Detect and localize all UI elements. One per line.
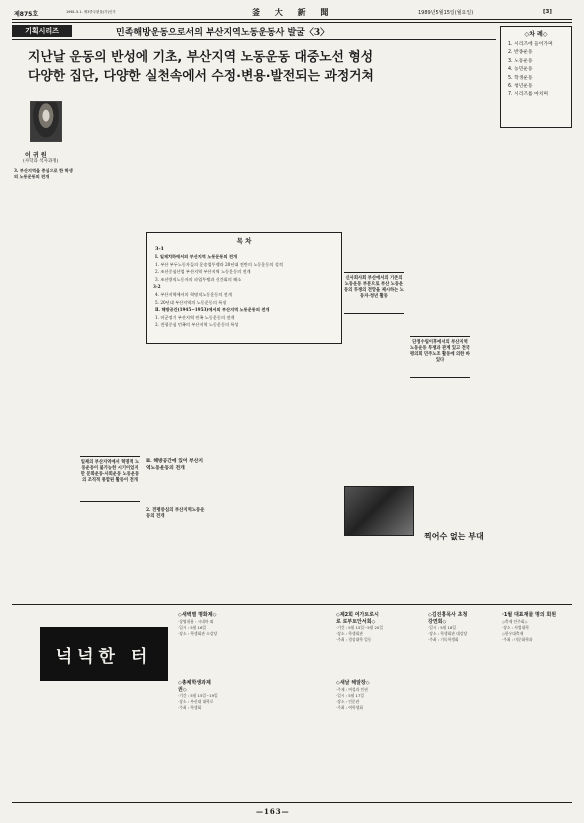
notice-line: ·주최 : 기독학생회: [428, 637, 459, 642]
body-col-12b: [344, 316, 404, 481]
section-subhead: [146, 458, 206, 471]
notice-line: ·일시 : 5월 16일: [178, 624, 207, 630]
masthead-rule: [12, 19, 572, 20]
notice-title: ◇새날 해알장◇: [336, 680, 370, 686]
body-col-9b: [146, 478, 206, 506]
toc-item: 5. 20년대 부산지역의 노동운동의 특징: [155, 299, 227, 305]
body-col-13b: [410, 380, 470, 482]
body-col-11: [278, 348, 338, 598]
contents-list: [508, 41, 571, 100]
pull-quote-left-text: 일제의 부산지역에서 혁명적 노동운동이 불가능한 시기이었지만 문화운동·사회운동 노동운동의 조직적 통합된 활동이 전개: [80, 460, 140, 483]
bottom-rule: [12, 802, 572, 803]
notice-line: ·주제 : 여성과 인권: [336, 686, 368, 692]
toc-title: 목 차: [236, 237, 252, 245]
body-col-5: [278, 101, 338, 226]
notice-line: ·장소 : 학생회관: [336, 631, 363, 636]
pull-quote-right: [344, 272, 404, 314]
pull-quote-right-2: [410, 336, 470, 378]
notice-line: ·장소 : 사법대학: [502, 624, 529, 630]
section-subhead-2: 2. 전평중심의 부산지역노동운동의 전개: [146, 508, 205, 519]
notice-line: ·주최 : 미문화학과: [502, 636, 533, 642]
page-number: —163—: [256, 807, 290, 816]
series-contents-box: [500, 26, 572, 128]
body-col-9: [146, 348, 206, 453]
issue-number: 제875호: [14, 11, 39, 18]
notice-box: [502, 612, 572, 732]
contents-item: 1. 시리즈에 들어가며: [508, 42, 553, 47]
toc-item: 1. 부산 부두노동자들의 운송업투쟁과 20년대 전반의 노동운동의 성격: [155, 261, 283, 267]
notice-line: ·일시 : 5월 18일: [428, 625, 457, 630]
body-col-3: [146, 101, 206, 226]
pull-quote-right-text: 신사회사회 부산에서의 기존의 노동운동 부분으로 부산 노동운동의 투쟁의 전망을 제시하는 노동자·청년 활동: [344, 276, 404, 299]
notice-line: ·주최 : 학생회: [178, 705, 202, 710]
contents-item: 6. 청년운동: [508, 84, 533, 90]
author-name: 이 귀 원: [25, 152, 47, 159]
contents-item: 3. 노동운동: [508, 58, 533, 64]
pull-quote-right-2-text: 단정수립이후에서의 부산지역 노동운동 투쟁과 관계 있고 전국평의회 민주노조 활동에 의한 바 있다: [410, 340, 470, 363]
toc-item: Ⅰ. 일제치하에서의 부산지역 노동운동의 전개: [155, 254, 238, 259]
body-col-2b: [80, 506, 140, 574]
ad-slogan: 찍어수 없는 부대: [424, 531, 484, 541]
body-col-4: [212, 101, 272, 226]
contents-item: 5. 학생운동: [508, 75, 533, 81]
toc-item: 3. 조선방직노동자의 파업투쟁과 신간회의 해소: [155, 276, 242, 282]
notice-line: ◇한우대축제: [502, 630, 524, 636]
bottom-logo: 넉넉한 터: [55, 646, 153, 667]
notice-line: ·장소 : 인문관: [336, 698, 360, 704]
toc-item: 1. 미군정기 부산지역 민족 노동운동의 전개: [155, 314, 235, 320]
notice-line: ·주최 : 경상대학 일동: [336, 637, 372, 642]
registration-text: 1961.5.1. 제3종우편물(가)인가: [66, 10, 116, 14]
body-col-2: [80, 101, 140, 451]
toc-item: 2. 전평중심 민족의 부산지역 노동운동의 특성: [155, 322, 239, 328]
notice-box: [178, 680, 254, 792]
toc-item: 3-2: [153, 284, 161, 290]
toc-list: [155, 253, 335, 329]
notice-box: [178, 612, 254, 674]
body-col-10: [212, 348, 272, 598]
page-marker: [3]: [543, 9, 552, 15]
toc-item: 2. 조선중심산업 부산지역 부산지역 노동운동의 전개: [155, 269, 251, 275]
section-heading: 3. 부산지역을 중심으로 한 학생의 노동운동의 전개: [14, 168, 73, 179]
ad-copy-bottom: [418, 545, 472, 595]
ad-copy-right: [418, 486, 472, 526]
bottom-logo-box: [40, 627, 168, 681]
notice-line: ·주최 : 여학생회: [336, 704, 363, 710]
pull-quote-left: [80, 456, 140, 502]
toc-box: [146, 232, 342, 344]
author-affiliation: (사학과 석사과정): [23, 159, 59, 164]
contents-item: 7. 시리즈를 마치며: [508, 92, 549, 98]
masthead-rule-thin: [12, 22, 572, 23]
body-col-1b: [14, 503, 74, 573]
series-title: 민족해방운동으로서의 부산지역노동운동사 발굴〈3〉: [116, 28, 330, 38]
section-subhead-1: Ⅱ. 해방공간에 있어 부산지역노동운동의 전개: [146, 458, 204, 471]
ad-copy-left: [344, 538, 412, 598]
body-col-14: [478, 336, 570, 596]
newspaper-title: 釜 大 新 聞: [252, 7, 335, 17]
body-col-7: [410, 101, 470, 226]
notice-title: ·1월 대표재물 명의 회원: [502, 612, 557, 618]
toc-chapter: 3-1: [155, 246, 165, 252]
body-col-9c: [146, 522, 206, 598]
author-photo: [30, 101, 62, 142]
body-col-1: [14, 181, 74, 499]
notice-title: ◇제2회 여가토로시 로 로부토안서회◇: [336, 612, 379, 625]
bottom-section-rule: [12, 604, 572, 605]
toc-item: 4. 부산지역에서의 혁명적노동운동의 전개: [155, 291, 232, 297]
notice-box: [336, 612, 422, 674]
series-rule: [12, 39, 496, 40]
notice-line: ·장소 : 학생회관 소강당: [178, 630, 218, 636]
body-col-6: [344, 101, 404, 226]
notice-line: ·장소 : 부산대 대학로: [178, 699, 214, 704]
bottom-intro-text: [64, 692, 142, 734]
series-badge: 기획시리즈: [12, 25, 72, 37]
notice-title: ◇총체학생과제 권◇: [178, 680, 211, 693]
notice-line: ·상영내용 : 시네마 외: [178, 618, 214, 624]
body-col-12: [344, 232, 404, 268]
contents-item: 2. 반종운동: [508, 50, 533, 56]
notice-line: ·일시 : 5월 17일: [336, 692, 365, 698]
notice-title: ◇김진홍목사 초청 강연회◇: [428, 612, 468, 625]
notice-line: ·기간 : 5월 15일~19일: [178, 693, 218, 698]
notice-line: ·장소 : 학생회관 대강당: [428, 631, 468, 636]
ad-image: [344, 486, 414, 536]
notice-line: ·기간 : 5월 15일~5월 20일: [336, 625, 383, 630]
headline-line-2: 다양한 집단, 다양한 실천속에서 수정·변용·발전되는 과정거쳐: [28, 69, 374, 84]
body-col-13: [410, 232, 470, 332]
body-col-8: [478, 132, 570, 332]
notice-box: [336, 680, 422, 792]
issue-date: 1989년5월15일(월요일): [418, 10, 474, 16]
notice-box: [428, 612, 498, 674]
contents-item: 4. 농민운동: [508, 67, 533, 73]
headline-line-1: 지난날 운동의 반성에 기초, 부산지역 노동운동 대중노선 형성: [28, 50, 374, 65]
notice-title: ◇새벽별 명화제◇: [178, 612, 217, 618]
toc-item: Ⅱ. 해방공간(1945~1953)에서의 부산지역 노동운동의 전개: [155, 307, 270, 313]
contents-title: ◇차 례◇: [524, 31, 548, 38]
notice-line: ◇축제 안주회◇: [502, 618, 528, 624]
